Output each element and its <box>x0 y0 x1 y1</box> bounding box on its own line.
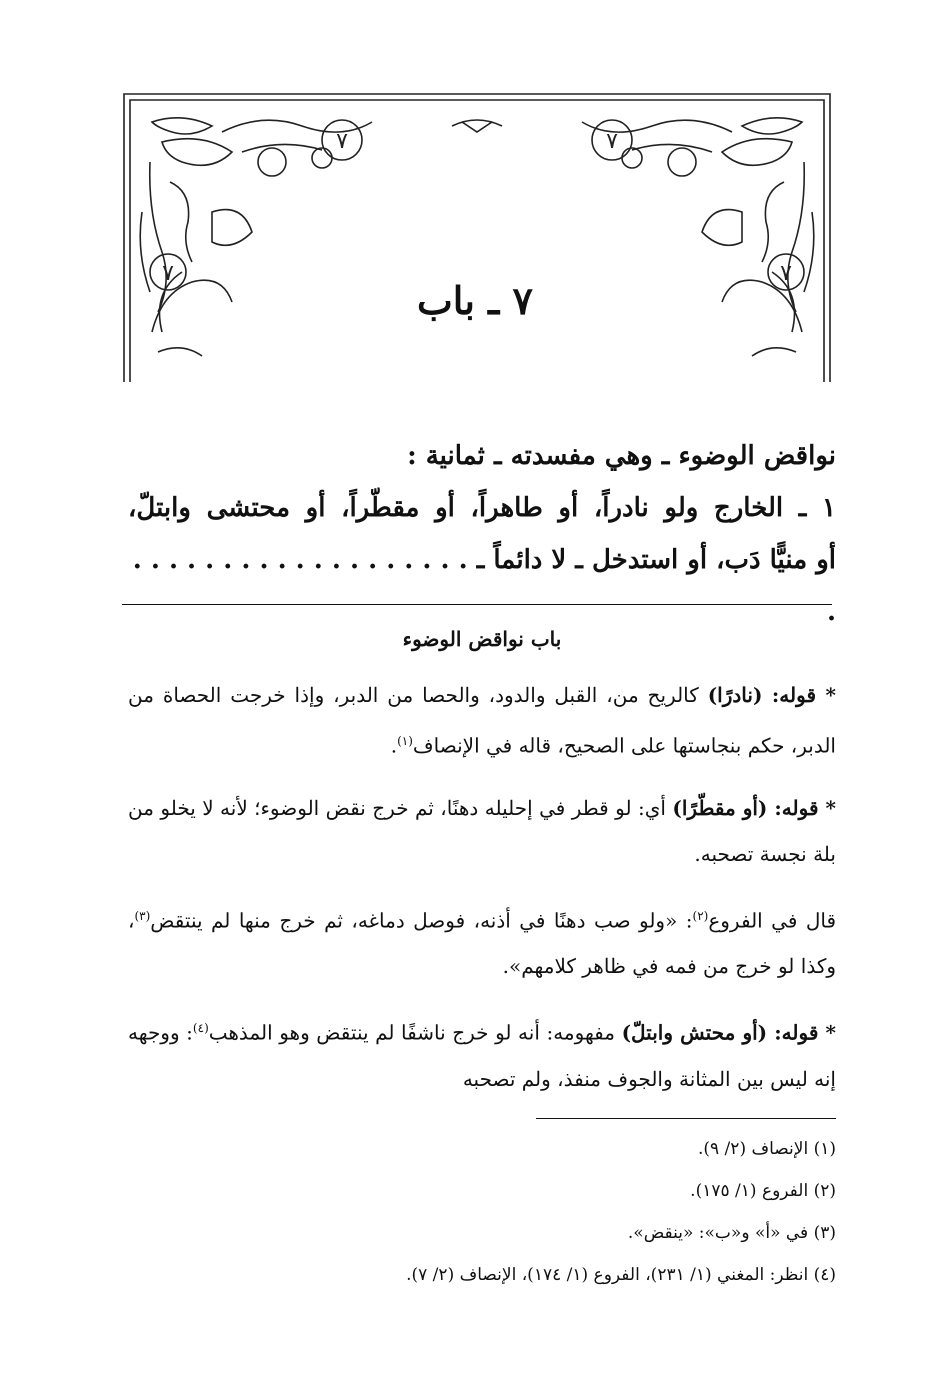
ornamental-frame <box>122 92 832 384</box>
footnote-ref[interactable]: (٣) <box>134 908 151 923</box>
commentary-heading: باب نواقض الوضوء <box>402 627 562 651</box>
footnote-ref[interactable]: (١) <box>397 734 413 748</box>
main-text <box>128 430 836 638</box>
paragraph-text: أي: لو قطر في إحليله دهنًا، ثم خرج نقض الوضوء؛ لأنه لا يخلو من بلة نجسة تصحبه. <box>128 795 836 866</box>
commentary-paragraph-2 <box>128 785 836 877</box>
commentary-paragraph-4 <box>128 1005 836 1102</box>
quote-lead: * قوله: (أو مقطّرًا) <box>672 795 836 820</box>
footnote-ref[interactable]: (٤) <box>192 1021 209 1036</box>
quote-lead: * قوله: (نادرًا) <box>707 683 836 707</box>
medallion-left-number: ٧ <box>336 129 348 154</box>
separator-rule <box>122 604 832 605</box>
ornament-border-svg <box>122 92 832 384</box>
paragraph-text: : ووجهه إنه ليس بين المثانة والجوف منفذ، ولم تصحبه <box>128 1020 836 1091</box>
footnote-rule <box>536 1118 836 1119</box>
quote-lead: * قوله: (أو محتش وابتلّ) <box>621 1020 836 1045</box>
main-line-2: ١ ـ الخارج ولو نادراً، أو طاهراً، أو مقطّراً، أو محتشى وابتلّ، <box>128 493 836 523</box>
medallion-side-number: ٧ <box>780 261 792 286</box>
main-line-1: نواقض الوضوء ـ وهي مفسدته ـ ثمانية : <box>407 441 836 471</box>
medallion-right-number: ٧ <box>606 129 618 154</box>
paragraph-text: ، وكذا لو خرج من فمه في ظاهر كلامهم». <box>128 908 836 979</box>
paragraph-text: مفهومه: أنه لو خرج ناشفًا لم ينتقض وهو المذهب <box>208 1020 622 1045</box>
main-line-3: أو منيًّا دَب، أو استدخل ـ لا دائماً ـ . . . . . . . . . . . . . . . . . . . . <box>132 545 836 627</box>
chapter-title: ٧ ـ باب <box>417 278 533 323</box>
commentary-paragraph-3 <box>128 893 836 990</box>
paragraph-text: : «ولو صب دهنًا في أذنه، فوصل دماغه، ثم خرج منها لم ينتقض <box>150 908 693 933</box>
footnotes <box>128 1128 836 1296</box>
paragraph-end: . <box>390 733 398 758</box>
footnote-1: (١) الإنصاف (٢/ ٩). <box>697 1139 836 1159</box>
footnote-2: (٢) الفروع (١/ ١٧٥). <box>690 1181 836 1201</box>
paragraph-text: قال في الفروع <box>708 908 837 933</box>
commentary-paragraph-1 <box>128 672 836 769</box>
footnote-ref[interactable]: (٢) <box>692 908 709 923</box>
footnote-4: (٤) انظر: المغني (١/ ٢٣١)، الفروع (١/ ١٧٤)، الإنصاف (٢/ ٧). <box>406 1265 836 1285</box>
footnote-3: (٣) في «أ» و«ب»: «ينقض». <box>627 1223 836 1243</box>
medallion-side-number: ٧ <box>162 261 174 286</box>
paragraph-text: كالريح من، القبل والدود، والحصا من الدبر، وإذا خرجت الحصاة من الدبر، حكم بنجاستها على الصحيح، قاله في الإنصاف <box>128 683 836 758</box>
commentary <box>128 616 836 1118</box>
